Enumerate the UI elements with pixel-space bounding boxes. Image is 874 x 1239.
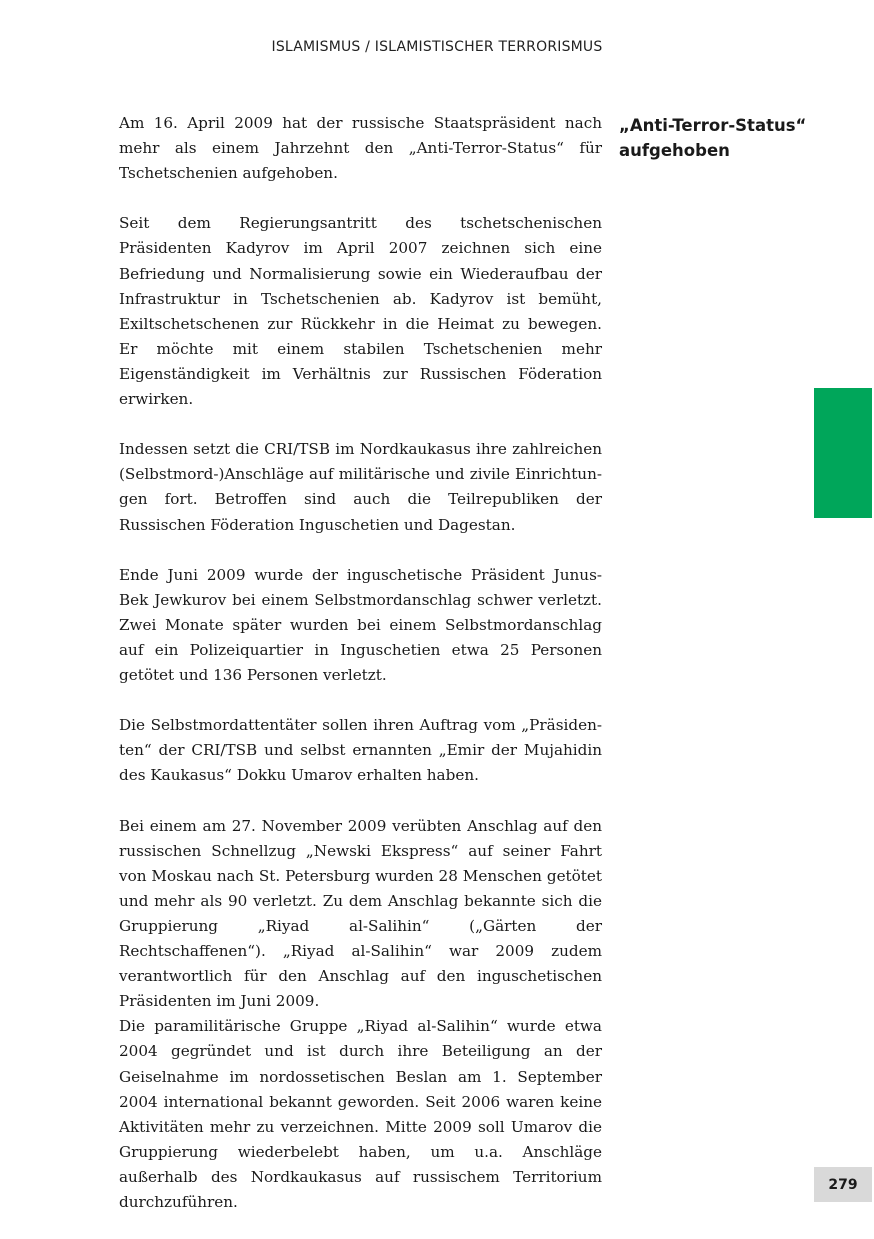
paragraph-3: Indessen setzt die CRI/TSB im Nordkaukasus ihre zahlreichen (Selbstmord-)Anschläge auf militärische und zivile Einrichtungen fort. Betroffen sind auch die Teilrepubliken der Russischen Föderation Inguschetien und Dagestan. bbox=[119, 440, 602, 534]
running-title: ISLAMISMUS / ISLAMISTISCHER TERRORISMUS bbox=[271, 39, 603, 55]
paragraph-7: Die paramilitärische Gruppe „Riyad al-Salihin“ wurde etwa 2004 gegründet und ist durch ihre Beteiligung an der Geiselnahme im nordossetischen Beslan am 1. September 2004 international bekannt geworden. Seit 2006 waren keine Aktivitäten mehr zu verzeichnen. Mitte 2009 soll Umarov die Gruppierung wiederbelebt haben, um u.a. Anschläge außerhalb des Nordkaukasus auf russischem Territorium durchzuführen. bbox=[119, 1017, 602, 1212]
paragraph-1: Am 16. April 2009 hat der russische Staatspräsident nach mehr als einem Jahrzehnt den „Anti-Terror-Status“ für Tschetschenien aufgehoben. bbox=[119, 114, 602, 183]
chapter-tab bbox=[814, 388, 872, 518]
page-number-box bbox=[814, 1167, 872, 1202]
paragraph-5: Die Selbstmordattentäter sollen ihren Auftrag vom „Präsidenten“ der CRI/TSB und selbst ernannten „Emir der Mujahidin des Kaukasus“ Dokku Umarov erhalten haben. bbox=[119, 716, 602, 785]
body-text bbox=[119, 111, 602, 1215]
paragraph-6: Bei einem am 27. November 2009 verübten Anschlag auf den russischen Schnellzug „Newski Ekspress“ auf seiner Fahrt von Moskau nach St. Petersburg wurden 28 Menschen getötet und mehr als 90 verletzt. Zu dem Anschlag bekannte sich die Gruppierung „Riyad al-Salihin“ („Gärten der Rechtschaffenen“). „Riyad al-Salihin“ war 2009 zudem verantwortlich für den Anschlag auf den inguschetischen Präsidenten im Juni 2009. bbox=[119, 816, 602, 1011]
marginal-note-line-1: „Anti-Terror-Status“ bbox=[619, 116, 807, 135]
marginal-note bbox=[619, 113, 819, 163]
marginal-note-line-2: aufgehoben bbox=[619, 141, 730, 160]
paragraph-4: Ende Juni 2009 wurde der inguschetische Präsident Junus-Bek Jewkurov bei einem Selbstmordanschlag schwer verletzt. Zwei Monate später wurden bei einem Selbstmordanschlag auf ein Polizeiquartier in Inguschetien etwa 25 Personen getötet und 136 Personen verletzt. bbox=[119, 565, 602, 685]
running-header bbox=[0, 39, 874, 55]
page-number: 279 bbox=[828, 1176, 858, 1193]
paragraph-2: Seit dem Regierungsantritt des tschetschenischen Präsidenten Kadyrov im April 2007 zeichnen sich eine Befriedung und Normalisierung sowie ein Wiederaufbau der Infrastruktur in Tschetschenien ab. Kadyrov ist bemüht, Exiltschetschenen zur Rückkehr in die Heimat zu bewegen. Er möchte mit einem stabilen Tschetschenien mehr Eigenständigkeit im Verhältnis zur Russischen Föderation erwirken. bbox=[119, 214, 602, 409]
